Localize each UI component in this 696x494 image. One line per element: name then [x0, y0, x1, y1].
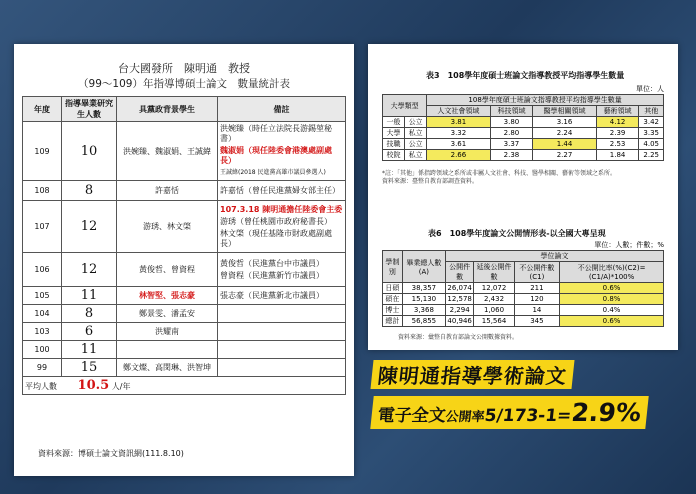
- table-row: [383, 117, 664, 128]
- table-row: [383, 139, 664, 150]
- note-line: 107.3.18 陳明通擔任陸委會主委: [220, 204, 343, 214]
- cell: 2.38: [490, 150, 533, 161]
- table-row: [23, 181, 346, 201]
- cell: 2.24: [533, 128, 596, 139]
- cell: 2.39: [596, 128, 639, 139]
- cell: 15,564: [474, 316, 514, 327]
- table-row: [383, 305, 664, 316]
- headline-part: 公開率: [444, 410, 486, 425]
- t3-col: 人文社會領域: [427, 106, 490, 117]
- cell: 1.84: [596, 150, 639, 161]
- cell: 2.27: [533, 150, 596, 161]
- year-cell: 104: [23, 305, 62, 323]
- cell: 公立: [405, 139, 427, 150]
- year-cell: 99: [23, 359, 62, 377]
- notes-cell: [218, 201, 346, 253]
- cell: 15,130: [402, 294, 445, 305]
- count-cell: 6: [62, 323, 117, 341]
- cell: 120: [514, 294, 559, 305]
- cell: 4.12: [596, 117, 639, 128]
- students-cell: 鄭景雯、潘孟安: [117, 305, 218, 323]
- cell: 3.81: [427, 117, 490, 128]
- notes-cell: [218, 305, 346, 323]
- t6-col: 學制別: [383, 251, 403, 283]
- count-cell: 11: [62, 287, 117, 305]
- table-row: [23, 305, 346, 323]
- count-cell: 12: [62, 253, 117, 287]
- cell: 26,074: [447, 284, 472, 292]
- cell: 2.66: [427, 150, 490, 161]
- table-row: [23, 122, 346, 181]
- left-subtitle: （99～109）年指導博碩士論文 數量統計表: [78, 78, 290, 90]
- students-cell: [117, 341, 218, 359]
- cell: 3.16: [533, 117, 596, 128]
- t3-group-header: 108學年度碩士班論文指導教授平均指導學生數量: [427, 95, 664, 106]
- left-title: 台大國發所 陳明通 教授: [118, 62, 250, 75]
- students-cell: [117, 122, 218, 181]
- table-row: [383, 294, 664, 305]
- students-cell: 黃俊哲、曾資程: [117, 253, 218, 287]
- cell: 0.4%: [560, 305, 664, 316]
- notes-cell: [218, 122, 346, 181]
- t6-col: 不公開件數(C1): [514, 262, 559, 283]
- cell: 碩在: [383, 294, 403, 305]
- table-header-row: [23, 97, 346, 122]
- headline-rate: 2.9%: [570, 398, 643, 427]
- t6-col: 延後公開件數: [474, 262, 514, 283]
- cell: 40,946: [447, 317, 472, 325]
- year-cell: 103: [23, 323, 62, 341]
- count-cell: 8: [62, 181, 117, 201]
- headline-line1: 陳明通指導學術論文: [370, 360, 574, 389]
- cell: 38,357: [402, 283, 445, 294]
- cell: 2,294: [445, 305, 473, 316]
- table6: [382, 250, 664, 327]
- left-document-sheet: [14, 44, 354, 476]
- t3-col: 科技領域: [490, 106, 533, 117]
- students-cell: 游琇、林文棨: [117, 201, 218, 253]
- cell: 3.32: [427, 128, 490, 139]
- cell: 12,578: [447, 295, 472, 303]
- cell: 14: [514, 305, 559, 316]
- cell: 3.35: [639, 128, 664, 139]
- right-document-sheet: [368, 44, 678, 350]
- t3-col-type: 大學類型: [383, 95, 427, 117]
- note-line: 魏淑娟（現任陸委會港澳處副處長）: [220, 146, 332, 165]
- cell: 一般: [383, 117, 405, 128]
- notes-cell: [218, 323, 346, 341]
- cell: 56,855: [402, 316, 445, 327]
- cell: 校院: [383, 150, 405, 161]
- table6-source: 資料來源：彙整自教育部論文公開數據資料。: [398, 334, 519, 341]
- year-cell: 105: [23, 287, 62, 305]
- t6-group-header: 學位論文: [445, 251, 663, 262]
- t3-col: 醫學相關領域: [533, 106, 596, 117]
- advisor-stats-table: [22, 96, 346, 395]
- headline-part: 電子全文: [376, 406, 447, 426]
- cell: 0.8%: [560, 294, 664, 305]
- table-row: [383, 128, 664, 139]
- note-line: 王誠緯(2018 民進黨高雄市議員參選人): [220, 169, 326, 176]
- cell: 3.42: [639, 117, 664, 128]
- cell: 博士: [383, 305, 403, 316]
- table-row: [383, 283, 664, 294]
- average-value: 10.5: [77, 378, 110, 393]
- cell: 大學: [383, 128, 405, 139]
- table3: [382, 94, 664, 161]
- t6-col: 畢業總人數(A): [402, 251, 445, 283]
- headline-banner: [372, 352, 688, 440]
- count-cell: 12: [62, 201, 117, 253]
- table6-header-row: [383, 251, 664, 262]
- students-cell: 許嘉恬: [117, 181, 218, 201]
- average-row: [23, 377, 346, 395]
- cell: 0.6%: [560, 283, 664, 294]
- cell: 公立: [405, 117, 427, 128]
- count-cell: 11: [62, 341, 117, 359]
- average-unit: 人/年: [111, 382, 131, 391]
- students-cell: 鄭文燦、高閔琳、洪智坤: [117, 359, 218, 377]
- year-cell: 100: [23, 341, 62, 359]
- col-count: 指導畢業研究生人數: [62, 97, 117, 122]
- table-row: [23, 341, 346, 359]
- col-year: 年度: [23, 97, 62, 122]
- year-cell: 109: [23, 122, 62, 181]
- t3-col: 其他: [639, 106, 664, 117]
- t6-col: 公開件數: [445, 262, 473, 283]
- cell: 3.80: [490, 117, 533, 128]
- table-row: [23, 253, 346, 287]
- year-cell: 108: [23, 181, 62, 201]
- table3-footnote: *註：「其他」係指跨領域之系所或非屬人文社會、科技、醫學相關、藝術等領域之系所。: [382, 170, 617, 177]
- left-source: 資料來源：博碩士論文資訊網(111.8.10): [38, 449, 184, 458]
- students-cell: [117, 287, 218, 305]
- t6-col: 不公開比率(%)(C2)=(C1/A)*100%: [560, 262, 664, 283]
- count-cell: 15: [62, 359, 117, 377]
- cell: 2.25: [639, 150, 664, 161]
- table3-title: 表3 108學年度碩士班論文指導教授平均指導學生數量: [426, 71, 625, 80]
- table3-header-row: [383, 95, 664, 106]
- note-line: 洪婉臻（時任立法院長游錫堃秘書）: [220, 124, 332, 143]
- table-row: [23, 201, 346, 253]
- note-line: 游琇（曾任桃園市政府秘書長）: [220, 216, 332, 226]
- cell: 技職: [383, 139, 405, 150]
- cell: 日碩: [383, 283, 403, 294]
- cell: 2.80: [490, 128, 533, 139]
- table-row: [383, 150, 664, 161]
- table6-title: 表6 108學年度論文公開情形表-以全國大專呈現: [428, 229, 606, 238]
- cell: 211: [514, 283, 559, 294]
- year-cell: 107: [23, 201, 62, 253]
- count-cell: 8: [62, 305, 117, 323]
- table3-note: [382, 170, 664, 186]
- table-row: [23, 359, 346, 377]
- average-cell: [23, 377, 346, 395]
- headline-part: 5/173-1=: [483, 406, 573, 426]
- col-notes: 備註: [218, 97, 346, 122]
- table-row: [383, 316, 664, 327]
- count-cell: 10: [62, 122, 117, 181]
- cell: 1.44: [533, 139, 596, 150]
- cell: 私立: [405, 128, 427, 139]
- notes-cell: 張志豪（民進黨新北市議員）: [218, 287, 346, 305]
- cell: 1,060: [474, 305, 514, 316]
- cell: 12,072: [474, 283, 514, 294]
- students-text: 林智堅、張志豪: [139, 291, 195, 300]
- cell: 345: [514, 316, 559, 327]
- cell: 4.05: [639, 139, 664, 150]
- cell: 0.6%: [560, 316, 664, 327]
- t3-col: 藝術領域: [596, 106, 639, 117]
- cell: 2,432: [474, 294, 514, 305]
- cell: 3.37: [490, 139, 533, 150]
- table3-source: 資料來源：臺整自教育部調查資料。: [382, 178, 479, 185]
- average-label: 平均人數: [25, 382, 57, 391]
- table3-unit: 單位：人: [636, 85, 664, 93]
- notes-cell: [218, 341, 346, 359]
- cell: 3.61: [427, 139, 490, 150]
- year-cell: 106: [23, 253, 62, 287]
- note-line: 曾資程（民進黨新竹市議員）: [220, 270, 324, 280]
- table6-unit: 單位：人數；件數；%: [594, 241, 664, 249]
- table-row: [23, 323, 346, 341]
- cell: 總計: [383, 316, 403, 327]
- notes-cell: 許嘉恬（曾任民進黨婦女部主任）: [218, 181, 346, 201]
- notes-cell: [218, 359, 346, 377]
- note-line: 林文棨（現任基隆市財政處副處長）: [220, 228, 332, 248]
- headline-line2: [370, 396, 648, 429]
- students-text: 洪婉臻、魏淑娟、王誠緯: [123, 146, 211, 156]
- cell: 3,368: [402, 305, 445, 316]
- table-row: [23, 287, 346, 305]
- notes-cell: [218, 253, 346, 287]
- students-cell: 洪耀南: [117, 323, 218, 341]
- cell: 2.53: [596, 139, 639, 150]
- cell: 私立: [405, 150, 427, 161]
- col-students: 具黨政背景學生: [117, 97, 218, 122]
- note-line: 黃俊哲（民進黨台中市議員）: [220, 258, 324, 268]
